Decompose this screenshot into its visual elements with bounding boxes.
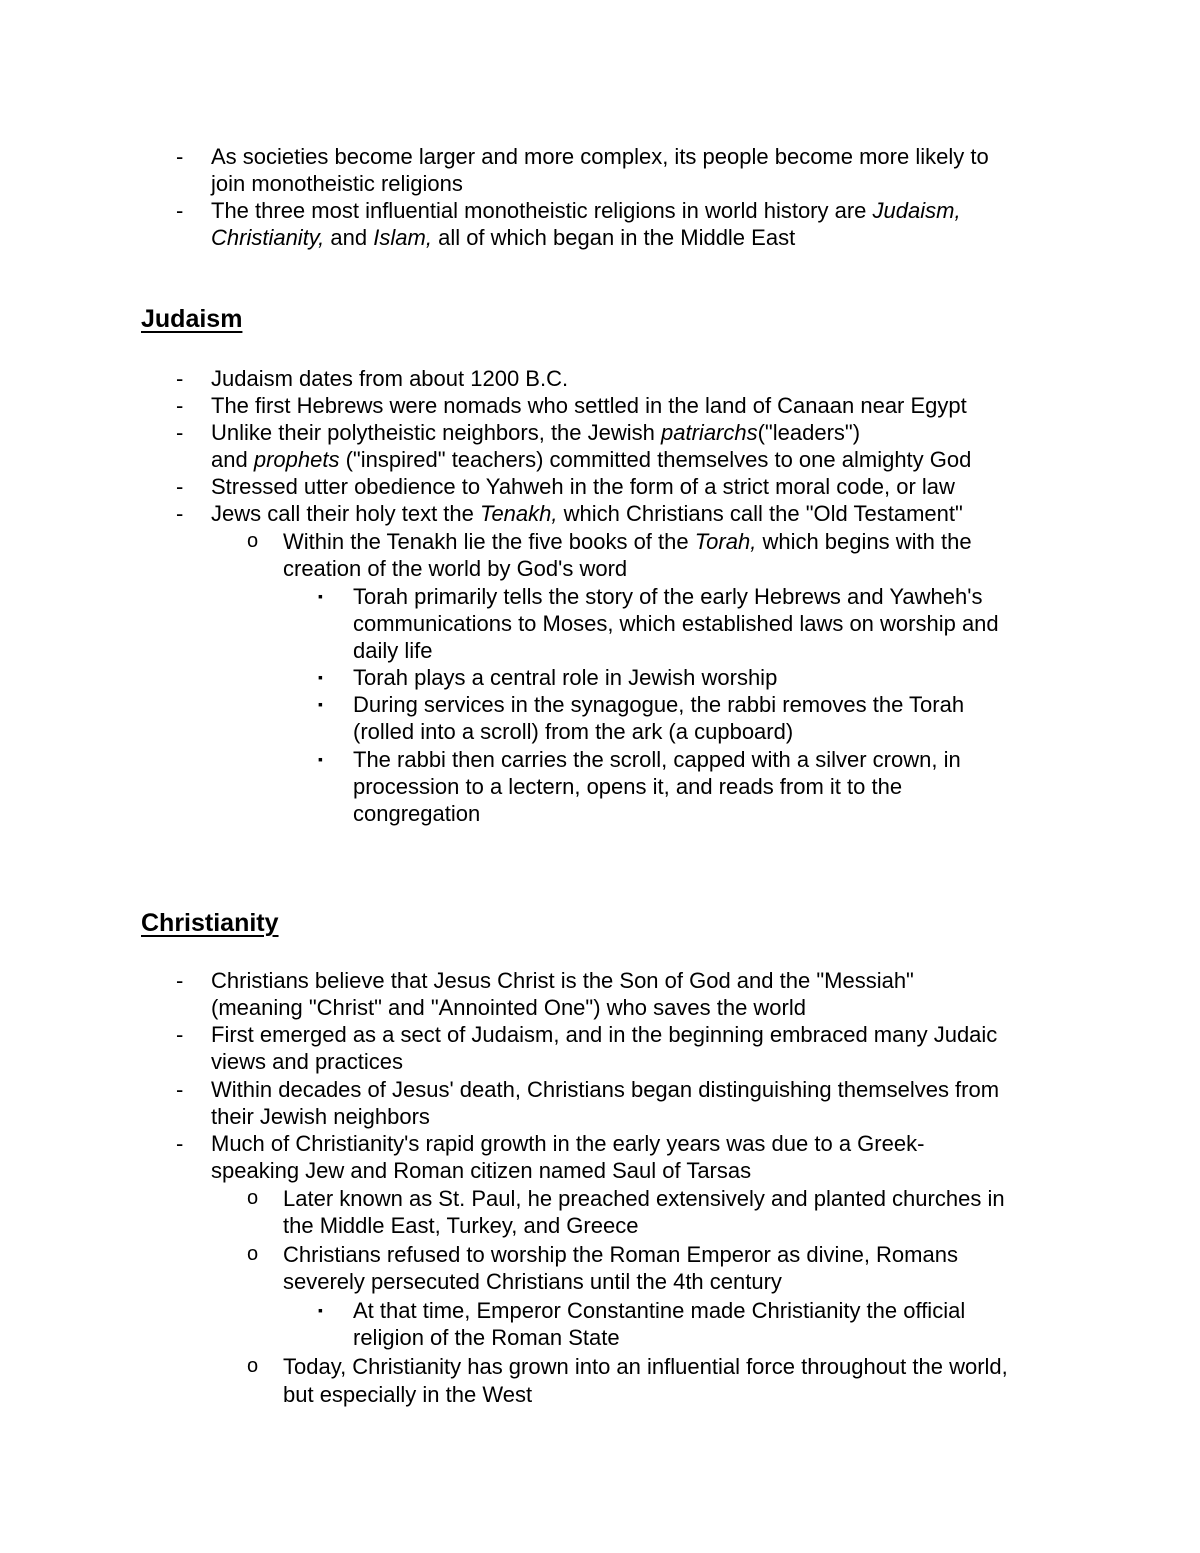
intro-line (211, 197, 961, 224)
dash-bullet-icon: - (176, 474, 184, 499)
intro-line (211, 224, 795, 251)
list-item-italic: prophets (253, 447, 340, 472)
sub-sub-list-item: Torah plays a central role in Jewish worship (353, 665, 778, 690)
dash-bullet-icon: - (176, 198, 184, 223)
list-item-continuation: speaking Jew and Roman citizen named Saul of Tarsas (211, 1158, 752, 1183)
list-item: Judaism dates from about 1200 B.C. (211, 366, 569, 391)
dash-bullet-icon: - (176, 366, 184, 391)
list-item-italic: Tenakh, (480, 501, 558, 526)
circle-bullet-icon: o (247, 530, 259, 552)
square-bullet-icon: ▪ (318, 696, 323, 712)
sub-list-item-continuation: severely persecuted Christians until the 4th century (283, 1269, 782, 1294)
sub-sub-list-item: The rabbi then carries the scroll, capped with a silver crown, in (353, 747, 961, 772)
section-heading-christianity: Christianity (141, 909, 279, 937)
intro-italic-islam: Islam, (373, 225, 432, 250)
list-item-text: ("leaders") (757, 420, 861, 445)
sub-sub-list-item-continuation: procession to a lectern, opens it, and reads from it to the (353, 774, 903, 799)
list-item (211, 500, 963, 527)
intro-text: all of which began in the Middle East (438, 225, 796, 250)
dash-bullet-icon: - (176, 1022, 184, 1047)
sub-list-item-continuation: but especially in the West (283, 1382, 533, 1407)
intro-line: join monotheistic religions (211, 171, 463, 196)
list-item-continuation: their Jewish neighbors (211, 1104, 430, 1129)
intro-text: The three most influential monotheistic religions in world history are (211, 198, 867, 223)
list-item-continuation (211, 446, 971, 473)
sub-list-item: Later known as St. Paul, he preached extensively and planted churches in (283, 1186, 1005, 1211)
square-bullet-icon: ▪ (318, 751, 323, 767)
list-item-text: Jews call their holy text the (211, 501, 474, 526)
sub-sub-list-item-continuation: (rolled into a scroll) from the ark (a cupboard) (353, 719, 794, 744)
list-item: First emerged as a sect of Judaism, and in the beginning embraced many Judaic (211, 1022, 998, 1047)
dash-bullet-icon: - (176, 144, 184, 169)
list-item-text: which begins with the (762, 529, 972, 554)
list-item-continuation: views and practices (211, 1049, 403, 1074)
sub-sub-list-item: During services in the synagogue, the rabbi removes the Torah (353, 692, 965, 717)
sub-sub-list-item-continuation: congregation (353, 801, 481, 826)
intro-italic-judaism: Judaism, (872, 198, 961, 223)
sub-list-item-continuation: creation of the world by God's word (283, 556, 628, 581)
circle-bullet-icon: o (247, 1187, 259, 1209)
dash-bullet-icon: - (176, 420, 184, 445)
list-item: Christians believe that Jesus Christ is the Son of God and the "Messiah" (211, 968, 914, 993)
intro-italic-christianity: Christianity, (211, 225, 325, 250)
list-item-continuation: (meaning "Christ" and "Annointed One") who saves the world (211, 995, 806, 1020)
list-item-text: and (211, 447, 248, 472)
circle-bullet-icon: o (247, 1355, 259, 1377)
sub-list-item: Christians refused to worship the Roman Emperor as divine, Romans (283, 1242, 958, 1267)
sub-sub-list-item: At that time, Emperor Constantine made Christianity the official (353, 1298, 966, 1323)
intro-line: As societies become larger and more complex, its people become more likely to (211, 144, 989, 169)
list-item: Within decades of Jesus' death, Christians began distinguishing themselves from (211, 1077, 1000, 1102)
circle-bullet-icon: o (247, 1243, 259, 1265)
sub-list-item (283, 528, 972, 555)
square-bullet-icon: ▪ (318, 588, 323, 604)
list-item-italic: patriarchs (661, 420, 758, 445)
sub-sub-list-item-continuation: communications to Moses, which established laws on worship and (353, 611, 999, 636)
list-item: Stressed utter obedience to Yahweh in the form of a strict moral code, or law (211, 474, 955, 499)
dash-bullet-icon: - (176, 501, 184, 526)
dash-bullet-icon: - (176, 393, 184, 418)
list-item-italic: Torah, (694, 529, 757, 554)
sub-list-item: Today, Christianity has grown into an influential force throughout the world, (283, 1354, 1008, 1379)
section-heading-judaism: Judaism (141, 305, 243, 333)
sub-sub-list-item-continuation: daily life (353, 638, 433, 663)
list-item-text: Within the Tenakh lie the five books of the (283, 529, 689, 554)
list-item-text: ("inspired" teachers) committed themselves to one almighty God (345, 447, 972, 472)
dash-bullet-icon: - (176, 968, 184, 993)
dash-bullet-icon: - (176, 1077, 184, 1102)
sub-sub-list-item: Torah primarily tells the story of the early Hebrews and Yawheh's (353, 584, 983, 609)
list-item (211, 419, 860, 446)
list-item: The first Hebrews were nomads who settled in the land of Canaan near Egypt (211, 393, 967, 418)
dash-bullet-icon: - (176, 1131, 184, 1156)
square-bullet-icon: ▪ (318, 1302, 323, 1318)
square-bullet-icon: ▪ (318, 669, 323, 685)
list-item: Much of Christianity's rapid growth in the early years was due to a Greek- (211, 1131, 925, 1156)
sub-sub-list-item-continuation: religion of the Roman State (353, 1325, 620, 1350)
list-item-text: which Christians call the "Old Testament" (563, 501, 963, 526)
list-item-text: Unlike their polytheistic neighbors, the Jewish (211, 420, 655, 445)
intro-text: and (330, 225, 368, 250)
sub-list-item-continuation: the Middle East, Turkey, and Greece (283, 1213, 639, 1238)
